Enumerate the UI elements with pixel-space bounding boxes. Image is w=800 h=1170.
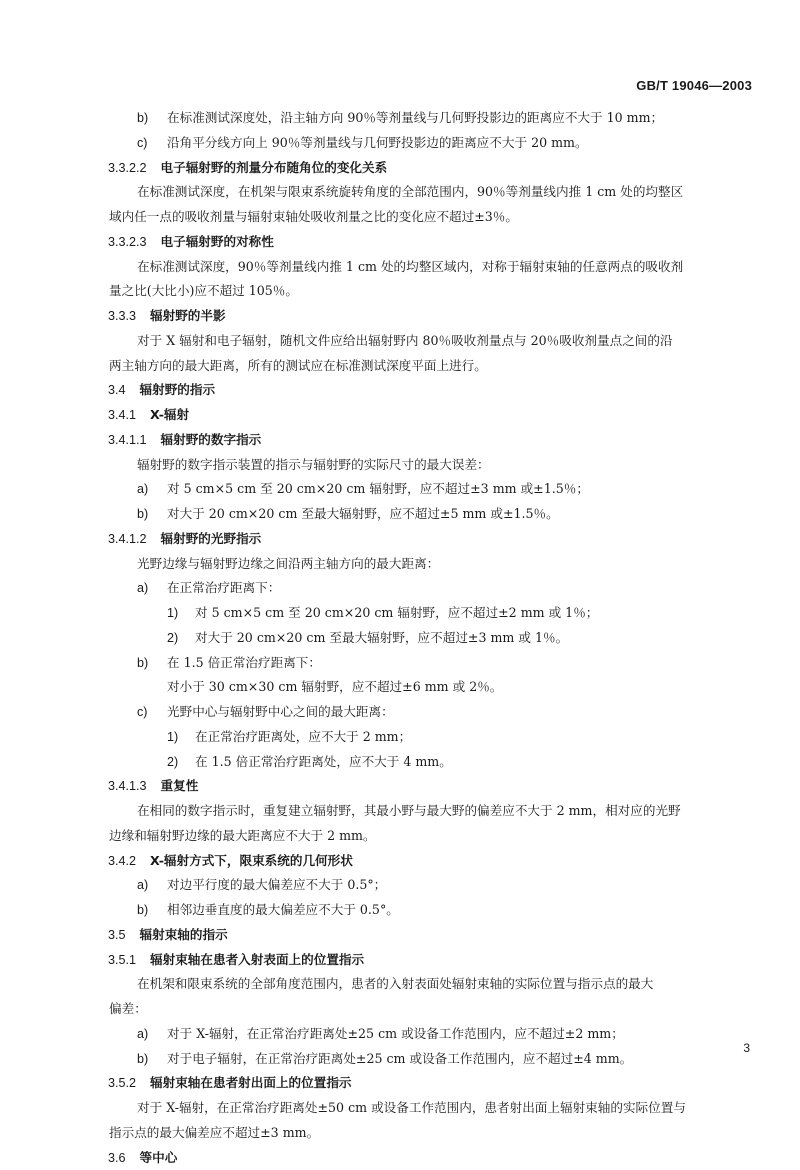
standard-code: GB/T 19046—2003 (636, 78, 752, 93)
paragraph-line: 光野边缘与辐射野边缘之间沿两主轴方向的最大距离： (109, 552, 749, 577)
section-heading (108, 1071, 749, 1096)
list-marker: b) (137, 106, 167, 131)
section-number: 3.5.1 (108, 948, 136, 973)
section-number: 3.4.1.3 (108, 774, 147, 799)
list-item-text: 在正常治疗距离下： (167, 580, 280, 595)
sub-list-item (109, 750, 749, 775)
section-title: 辐射野的半影 (150, 308, 226, 323)
section-heading (108, 230, 749, 255)
section-heading (108, 428, 749, 453)
section-heading (108, 403, 749, 428)
section-heading (108, 1146, 749, 1170)
paragraph-line: 在相同的数字指示时，重复建立辐射野，其最小野与最大野的偏差应不大于 2 mm，相对应的光野 (109, 799, 749, 824)
section-number: 3.4.2 (108, 849, 136, 874)
list-marker: 2) (167, 626, 195, 651)
section-title: X-辐射 (150, 407, 189, 422)
sub-list-item (109, 626, 749, 651)
list-marker: 1) (167, 601, 195, 626)
list-item-text: 在 1.5 倍正常治疗距离处，应不大于 4 mm。 (195, 754, 452, 769)
list-item-text: 对 5 cm×5 cm 至 20 cm×20 cm 辐射野，应不超过±3 mm 或±1.5％； (167, 481, 589, 496)
section-title: 辐射束轴的指示 (140, 927, 228, 942)
paragraph-line: 在标准测试深度，在机架与限束系统旋转角度的全部范围内，90％等剂量线内推 1 cm 处的均整区 (109, 180, 749, 205)
list-marker: b) (137, 1047, 167, 1072)
section-title: 等中心 (140, 1150, 178, 1165)
section-heading (108, 948, 749, 973)
list-item-text: 在正常治疗距离处，应不大于 2 mm； (195, 729, 411, 744)
paragraph-continuation: 两主轴方向的最大距离，所有的测试应在标准测试深度平面上进行。 (109, 354, 749, 379)
paragraph-continuation: 指示点的最大偏差应不超过±3 mm。 (109, 1121, 749, 1146)
section-number: 3.4.1.1 (108, 428, 147, 453)
list-item (109, 873, 749, 898)
paragraph-continuation: 边缘和辐射野边缘的最大距离应不大于 2 mm。 (109, 824, 749, 849)
list-item-text: 相邻边垂直度的最大偏差应不大于 0.5°。 (167, 902, 399, 917)
list-marker: a) (137, 477, 167, 502)
list-marker: b) (137, 502, 167, 527)
section-title: 辐射野的光野指示 (161, 531, 262, 546)
list-item (109, 502, 749, 527)
section-number: 3.6 (108, 1146, 126, 1170)
list-marker: b) (137, 898, 167, 923)
list-item (109, 131, 749, 156)
document-body (109, 106, 749, 1170)
section-heading (108, 527, 749, 552)
section-title: X-辐射方式下，限束系统的几何形状 (150, 853, 353, 868)
list-marker: c) (137, 700, 167, 725)
list-item (109, 651, 749, 676)
section-heading (108, 156, 749, 181)
list-marker: a) (137, 1022, 167, 1047)
paragraph-line: 在机架和限束系统的全部角度范围内，患者的入射表面处辐射束轴的实际位置与指示点的最大 (109, 972, 749, 997)
paragraph-continuation: 量之比(大比小)应不超过 105％。 (109, 279, 749, 304)
list-item-text: 在 1.5 倍正常治疗距离下： (167, 655, 321, 670)
section-title: 电子辐射野的对称性 (161, 234, 274, 249)
list-item (109, 1047, 749, 1072)
section-number: 3.3.2.3 (108, 230, 147, 255)
section-title: 重复性 (161, 778, 199, 793)
paragraph-continuation: 对小于 30 cm×30 cm 辐射野，应不超过±6 mm 或 2％。 (109, 675, 749, 700)
list-item (109, 898, 749, 923)
list-item (109, 1022, 749, 1047)
paragraph-line: 辐射野的数字指示装置的指示与辐射野的实际尺寸的最大误差： (109, 453, 749, 478)
list-marker: b) (137, 651, 167, 676)
section-heading (108, 849, 749, 874)
section-heading (108, 923, 749, 948)
page-number: 3 (743, 1041, 750, 1055)
list-marker: 2) (167, 750, 195, 775)
section-number: 3.4.1 (108, 403, 136, 428)
paragraph-continuation: 域内任一点的吸收剂量与辐射束轴处吸收剂量之比的变化应不超过±3％。 (109, 205, 749, 230)
section-number: 3.3.3 (108, 304, 136, 329)
list-item-text: 对 5 cm×5 cm 至 20 cm×20 cm 辐射野，应不超过±2 mm 或 1％； (195, 605, 598, 620)
section-title: 辐射束轴在患者入射表面上的位置指示 (150, 952, 364, 967)
section-heading (108, 774, 749, 799)
section-number: 3.4.1.2 (108, 527, 147, 552)
section-title: 辐射野的数字指示 (161, 432, 262, 447)
section-number: 3.5 (108, 923, 126, 948)
list-item-text: 光野中心与辐射野中心之间的最大距离： (167, 704, 394, 719)
paragraph-continuation: 偏差： (109, 997, 749, 1022)
list-item (109, 106, 749, 131)
list-item-text: 对大于 20 cm×20 cm 至最大辐射野，应不超过±3 mm 或 1％。 (195, 630, 568, 645)
sub-list-item (109, 601, 749, 626)
paragraph-line: 对于 X 辐射和电子辐射，随机文件应给出辐射野内 80％吸收剂量点与 20％吸收剂量点之间的沿 (109, 329, 749, 354)
list-item (109, 477, 749, 502)
list-item-text: 对边平行度的最大偏差应不大于 0.5°； (167, 877, 386, 892)
section-number: 3.5.2 (108, 1071, 136, 1096)
list-marker: 1) (167, 725, 195, 750)
section-heading (108, 304, 749, 329)
section-heading (108, 378, 749, 403)
section-title: 辐射野的指示 (140, 382, 216, 397)
paragraph-line: 在标准测试深度，90％等剂量线内推 1 cm 处的均整区域内，对称于辐射束轴的任意两点的吸收剂 (109, 255, 749, 280)
list-item-text: 对于电子辐射，在正常治疗距离处±25 cm 或设备工作范围内，应不超过±4 mm。 (167, 1051, 632, 1066)
list-item-text: 沿角平分线方向上 90％等剂量线与几何野投影边的距离应不大于 20 mm。 (167, 135, 588, 150)
sub-list-item (109, 725, 749, 750)
list-item (109, 576, 749, 601)
section-title: 辐射束轴在患者射出面上的位置指示 (150, 1075, 352, 1090)
list-item-text: 对大于 20 cm×20 cm 至最大辐射野，应不超过±5 mm 或±1.5％。 (167, 506, 559, 521)
list-marker: a) (137, 576, 167, 601)
list-item-text: 在标准测试深度处，沿主轴方向 90％等剂量线与几何野投影边的距离应不大于 10 mm； (167, 110, 663, 125)
list-marker: a) (137, 873, 167, 898)
paragraph-line: 对于 X-辐射，在正常治疗距离处±50 cm 或设备工作范围内，患者射出面上辐射束轴的实际位置与 (109, 1096, 749, 1121)
list-item-text: 对于 X-辐射，在正常治疗距离处±25 cm 或设备工作范围内，应不超过±2 mm； (167, 1026, 624, 1041)
section-number: 3.3.2.2 (108, 156, 147, 181)
list-item (109, 700, 749, 725)
section-number: 3.4 (108, 378, 126, 403)
section-title: 电子辐射野的剂量分布随角位的变化关系 (161, 160, 388, 175)
list-marker: c) (137, 131, 167, 156)
